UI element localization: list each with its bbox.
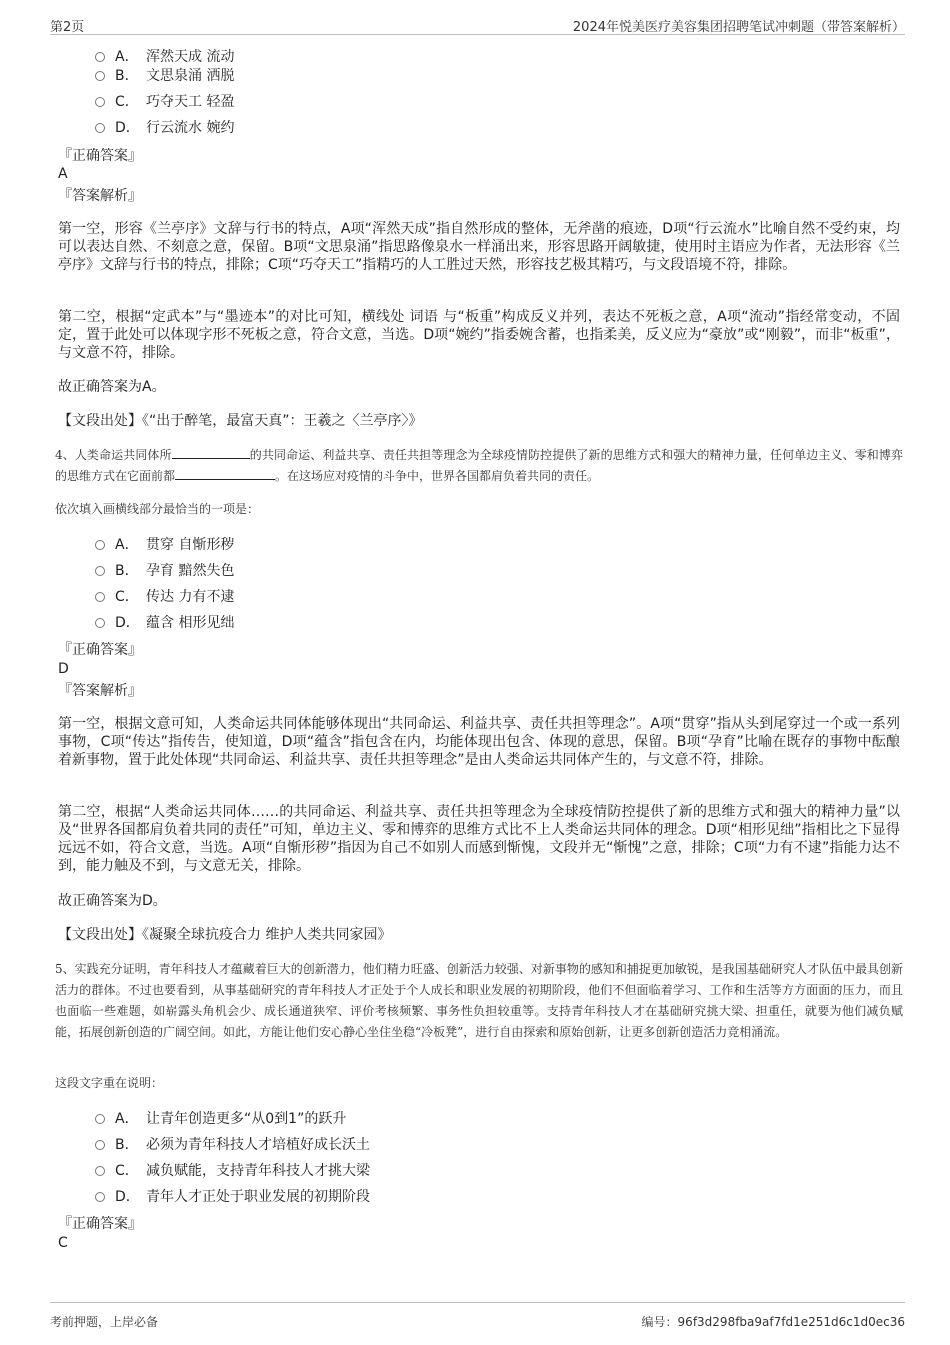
radio-icon[interactable] bbox=[95, 1166, 105, 1176]
q5-stem: 5、实践充分证明，青年科技人才蕴藏着巨大的创新潜力，他们精力旺盛、创新活力较强、对新事物的感知和捕捉更加敏锐，是我国基础研究人才队伍中最具创新活力的群体。不过也要看到，从事基础研究的青年科技人才正处于个人成长和职业发展的初期阶段，他们不但面临着学习、工作和生活等方方面面的压力，而且也面临一些难题，如崭露头角机会少、成长通道狭窄、评价考核频繁、事务性负担较重等。支持青年科技人才在基础研究挑大梁、担重任，就要为他们减负赋能，拓展创新创造的广阔空间。如此，方能让他们安心静心坐住坐稳“冷板凳”，进行自由探索和原始创新，让更多创新创造活力竞相涌流。 bbox=[55, 962, 903, 1039]
radio-icon[interactable] bbox=[95, 592, 105, 602]
q4-prompt: 依次填入画横线部分最恰当的一项是： bbox=[55, 502, 260, 516]
q5-answer-label: 『正确答案』 bbox=[58, 1216, 142, 1232]
q3-analysis-paragraph-1: 第一空，形容《兰亭序》文辞与行书的特点，A项“浑然天成”指自然形成的整体，无斧凿的痕迹，D项“行云流水”比喻自然不受约束，均可以表达自然、不刻意之意，保留。B项“文思泉涌”指思路像泉水一样涌出来，形容思路开阔敏捷，使用时主语应为作者，无法形容《兰亭序》文辞与行书的特点，排除；C项“巧夺天工”指精巧的人工胜过天然，形容技艺极其精巧，与文段语境不符，排除。 bbox=[58, 221, 900, 273]
radio-icon[interactable] bbox=[95, 123, 105, 133]
q4-option-a[interactable]: A． 贯穿 自惭形秽 bbox=[95, 535, 234, 555]
q4-analysis-paragraph-1: 第一空，根据文意可知，人类命运共同体能够体现出“共同命运、利益共享、责任共担等理念”。A项“贯穿”指从头到尾穿过一个或一系列事物，C项“传达”指传告，使知道，D项“蕴含”指包含在内，均能体现出包含、体现的意思，保留。B项“孕育”比喻在既存的事物中酝酿着新事物，置于此处体现“共同命运、利益共享、责任共担等理念”是由人类命运共同体产生的，与文意不符，排除。 bbox=[58, 716, 900, 768]
radio-icon[interactable] bbox=[95, 1140, 105, 1150]
radio-icon[interactable] bbox=[95, 1114, 105, 1124]
q5-answer: C bbox=[58, 1235, 68, 1251]
q5-option-c[interactable]: C． 减负赋能，支持青年科技人才挑大梁 bbox=[95, 1161, 370, 1181]
q4-answer: D bbox=[58, 661, 69, 677]
page-header bbox=[50, 14, 905, 35]
radio-icon[interactable] bbox=[95, 618, 105, 628]
q5-option-b[interactable]: B． 必须为青年科技人才培植好成长沃土 bbox=[95, 1135, 370, 1155]
q4-analysis-paragraph-2: 第二空，根据“人类命运共同体……的共同命运、利益共享、责任共担等理念为全球疫情防控提供了新的思维方式和强大的精神力量”以及“世界各国都肩负着共同的责任”可知，单边主义、零和博弈的思维方式比不上人类命运共同体的理念。D项“相形见绌”指相比之下显得远远不如，符合文意，当选。A项“自惭形秽”指因为自己不如别人而感到惭愧，文段并无“惭愧”之意，排除；C项“力有不逮”指能力达不到，能力触及不到，与文意无关，排除。 bbox=[58, 804, 900, 874]
q3-option-c[interactable]: C． 巧夺天工 轻盈 bbox=[95, 92, 234, 112]
radio-icon[interactable] bbox=[95, 540, 105, 550]
document-code: 编号：96f3d298fba9af7fd1e251d6c1d0ec36 bbox=[641, 1315, 905, 1329]
q4-option-d[interactable]: D． 蕴含 相形见绌 bbox=[95, 613, 234, 633]
fill-blank-2 bbox=[175, 467, 275, 480]
q3-conclusion: 故正确答案为A。 bbox=[58, 379, 166, 395]
q3-option-a[interactable]: A． 浑然天成 流动 bbox=[95, 47, 234, 67]
page-number: 第2页 bbox=[50, 20, 85, 35]
q5-option-a[interactable]: A． 让青年创造更多“从0到1”的跃升 bbox=[95, 1109, 346, 1129]
q3-answer: A bbox=[58, 166, 68, 182]
q4-option-c[interactable]: C． 传达 力有不逮 bbox=[95, 587, 234, 607]
footer-slogan: 考前押题，上岸必备 bbox=[50, 1315, 159, 1329]
q3-option-b[interactable]: B． 文思泉涌 洒脱 bbox=[95, 66, 234, 86]
radio-icon[interactable] bbox=[95, 566, 105, 576]
q4-conclusion: 故正确答案为D。 bbox=[58, 893, 167, 909]
fill-blank-1 bbox=[172, 446, 250, 459]
radio-icon[interactable] bbox=[95, 97, 105, 107]
q4-source: 【文段出处】《凝聚全球抗疫合力 维护人类共同家园》 bbox=[58, 927, 392, 943]
q5-prompt: 这段文字重在说明： bbox=[55, 1076, 164, 1090]
radio-icon[interactable] bbox=[95, 1192, 105, 1202]
page-footer bbox=[50, 1302, 905, 1333]
document-title: 2024年悦美医疗美容集团招聘笔试冲刺题（带答案解析） bbox=[572, 20, 905, 35]
q3-answer-label: 『正确答案』 bbox=[58, 148, 142, 164]
radio-icon[interactable] bbox=[95, 71, 105, 81]
q5-option-d[interactable]: D． 青年人才正处于职业发展的初期阶段 bbox=[95, 1187, 370, 1207]
q4-stem: 4、人类命运共同体所 的共同命运、利益共享、责任共担等理念为全球疫情防控提供了新的思维方式和强大的精神力量，任何单边主义、零和博弈的思维方式在它面前都 。在这场应对疫情的斗争中，世界各国都肩负着共同的责任。 bbox=[55, 448, 903, 483]
q3-analysis-paragraph-2: 第二空，根据“定武本”与“墨迹本”的对比可知，横线处 词语 与“板重”构成反义并列，表达不死板之意，A项“流动”指经常变动，不固定，置于此处可以体现字形不死板之意，符合文意，当选。D项“婉约”指委婉含蓄，也指柔美，反义应为“豪放”或“刚毅”，而非“板重”，与文意不符，排除。 bbox=[58, 309, 900, 361]
radio-icon[interactable] bbox=[95, 52, 105, 62]
q3-option-d[interactable]: D． 行云流水 婉约 bbox=[95, 118, 234, 138]
q3-analysis-label: 『答案解析』 bbox=[58, 188, 142, 204]
q4-option-b[interactable]: B． 孕育 黯然失色 bbox=[95, 561, 234, 581]
q4-analysis-label: 『答案解析』 bbox=[58, 683, 142, 699]
q4-answer-label: 『正确答案』 bbox=[58, 642, 142, 658]
q3-source: 【文段出处】《“出于醉笔，最富天真”：王羲之〈兰亭序〉》 bbox=[58, 413, 423, 429]
